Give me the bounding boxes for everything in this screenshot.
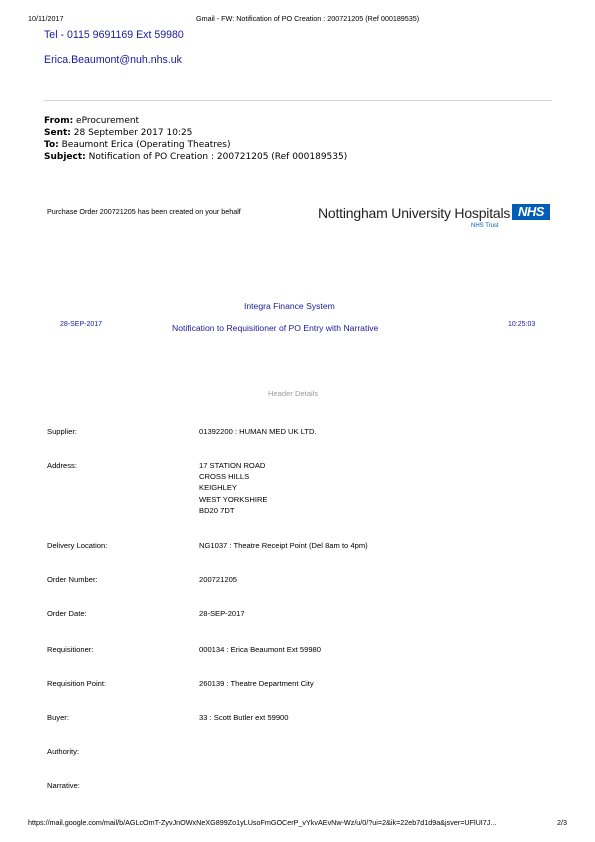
divider [44,100,552,101]
buyer-label: Buyer: [47,713,69,722]
from-row [44,115,347,127]
from-label: From: [44,116,74,126]
system-time: 10:25:03 [508,321,536,328]
address-value [199,460,268,516]
requisition-point-value: 260139 : Theatre Department City [199,679,314,688]
address-label: Address: [47,461,77,470]
notification-title: Notification to Requisitioner of PO Entry with Narrative [172,323,379,333]
sent-value: 28 September 2017 10:25 [73,128,193,138]
address-line: CROSS HILLS [199,472,250,482]
authority-label: Authority: [47,747,80,756]
order-number-label: Order Number: [47,575,98,584]
order-date-value: 28-SEP-2017 [199,609,245,618]
section-title: Header Details [268,389,319,398]
system-date: 28-SEP-2017 [60,321,103,328]
order-date-label: Order Date: [47,609,87,618]
subject-label: Subject: [44,152,86,162]
requisition-point-label: Requisition Point: [47,679,107,688]
supplier-value: 01392200 : HUMAN MED UK LTD. [199,427,317,436]
nuh-logo-subtitle: NHS Trust [471,223,499,229]
address-line: WEST YORKSHIRE [199,494,268,504]
intro-text: Purchase Order 200721205 has been created on your behalf [47,207,241,216]
delivery-location-label: Delivery Location: [47,541,108,550]
requisitioner-value: 000134 : Erica Beaumont Ext 59980 [199,645,322,654]
supplier-label: Supplier: [47,427,77,436]
subject-row [44,151,347,163]
signature-email-link[interactable]: Erica.Beaumont@nuh.nhs.uk [44,54,182,66]
sent-label: Sent: [44,128,71,138]
from-value: eProcurement [76,116,140,126]
to-label: To: [44,140,59,150]
address-line: BD20 7DT [199,505,235,515]
signature-tel: Tel - 0115 9691169 Ext 59980 [44,29,184,41]
address-line: KEIGHLEY [199,483,237,493]
nhs-logo-badge: NHS [512,204,550,220]
subject-value: Notification of PO Creation : 200721205 (Ref 000189535) [88,152,348,162]
narrative-label: Narrative: [47,781,80,790]
system-name: Integra Finance System [244,301,335,311]
print-date: 10/11/2017 [28,14,64,23]
buyer-value: 33 : Scott Butler ext 59900 [199,713,289,722]
sent-row [44,127,347,139]
requisitioner-label: Requisitioner: [47,645,94,654]
to-row [44,139,347,151]
address-line: 17 STATION ROAD [199,461,266,470]
order-number-value: 200721205 [199,575,238,584]
email-header [44,115,347,163]
print-title: Gmail - FW: Notification of PO Creation : 200721205 (Ref 000189535) [196,14,420,23]
footer-url-link[interactable]: https://mail.google.com/mail/b/AGLcOmT-ZyvJnOWxNeXG899Zo1yLUsoFmGOCerP_vYkvAEvNw-Wz/u/0/?ui=2&ik=22eb7d1d9a&jsver=UFlUI7J... [28,818,497,827]
to-value: Beaumont Erica (Operating Theatres) [61,140,231,150]
nuh-logo-name: Nottingham University Hospitals [318,205,511,221]
delivery-location-value: NG1037 : Theatre Receipt Point (Del 8am to 4pm) [199,541,368,550]
page-number: 2/3 [557,818,567,827]
